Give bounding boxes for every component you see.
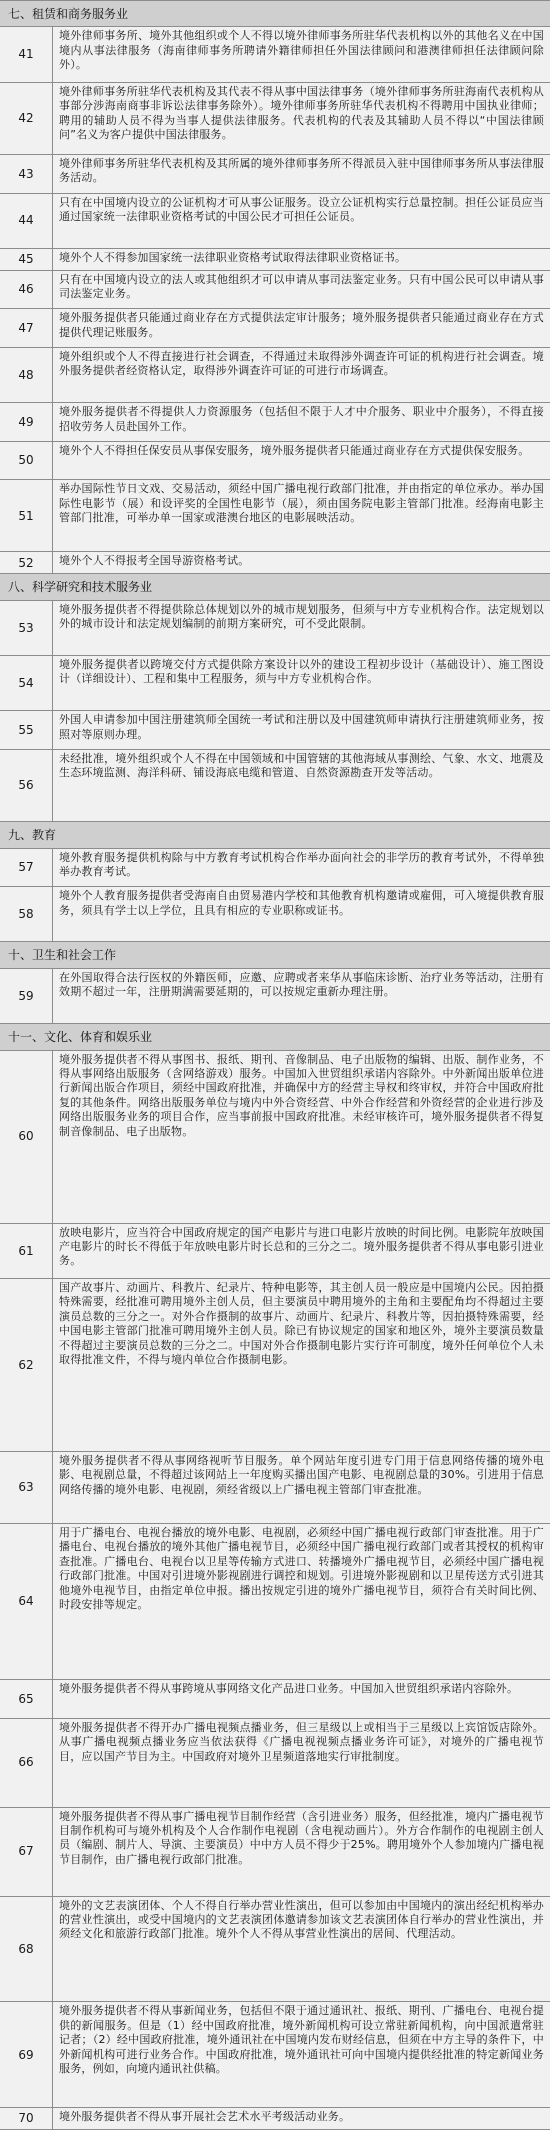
section-header: 十、卫生和社会工作 bbox=[0, 941, 550, 967]
item-text: 用于广播电台、电视台播放的境外电影、电视剧，必须经中国广播电视行政部门审查批准。用于广播电台、电视台播放的境外其他广播电视节目，必须经中国广播电视行政部门或者其授权的机构审查批准。广播电台、电视台以卫星等传输方式进口、转播境外广播电视节目，必须经中国广播电视行政部门批准。中国对引进境外影视剧进行调控和规划。引进境外影视剧和以卫星传送方式引进其他境外电视节目，由指定单位申报。播出按规定引进的境外广播电视节目，须符合有关时间比例、时段安排等规定。 bbox=[59, 1525, 544, 1612]
table-row bbox=[0, 1278, 550, 1451]
item-text: 境外的文艺表演团体、个人不得自行举办营业性演出，但可以参加由中国境内的演出经纪机构举办的营业性演出，或受中国境内的文艺表演团体邀请参加该文艺表演团体自行举办的营业性演出，并须经文化和旅游行政部门批准。境外个人不得从事营业性演出的居间、代理活动。 bbox=[59, 1898, 544, 1941]
item-text: 境外服务提供者只能通过商业存在方式提供法定审计服务；境外服务提供者只能通过商业存在方式提供代理记账服务。 bbox=[59, 311, 544, 339]
item-text: 放映电影片，应当符合中国政府规定的国产电影片与进口电影片放映的时间比例。电影院年放映国产电影片的时长不得低于年放映电影片时长总和的三分之二。境外服务提供者不得从事电影引进业务。 bbox=[59, 1225, 544, 1268]
item-text: 境外律师事务所、境外其他组织或个人不得以境外律师事务所驻华代表机构以外的其他名义在中国境内从事法律服务（海南律师事务所聘请外籍律师担任外国法律顾问和港澳律师担任法律顾问除外）。 bbox=[59, 29, 544, 72]
table-row bbox=[0, 270, 550, 309]
table-row bbox=[0, 248, 550, 270]
table-row bbox=[0, 749, 550, 821]
item-text: 未经批准，境外组织或个人不得在中国领域和中国管辖的其他海域从事测绘、气象、水文、地震及生态环境监测、海洋科研、铺设海底电缆和管道、自然资源勘查开发等活动。 bbox=[59, 751, 544, 780]
item-number: 69 bbox=[0, 2002, 53, 2107]
item-number: 50 bbox=[0, 442, 53, 480]
item-number: 46 bbox=[0, 271, 53, 309]
item-number: 68 bbox=[0, 1897, 53, 2002]
table-row bbox=[0, 1807, 550, 1896]
item-number: 64 bbox=[0, 1524, 53, 1679]
item-number: 47 bbox=[0, 309, 53, 347]
table-row bbox=[0, 347, 550, 402]
item-number: 49 bbox=[0, 403, 53, 441]
table-row bbox=[0, 848, 550, 887]
table-row bbox=[0, 82, 550, 154]
table-row bbox=[0, 2107, 550, 2130]
item-number: 66 bbox=[0, 1719, 53, 1807]
section-header: 九、教育 bbox=[0, 821, 550, 847]
item-number: 44 bbox=[0, 194, 53, 248]
table-row bbox=[0, 1896, 550, 2002]
item-number: 59 bbox=[0, 969, 53, 1023]
item-number: 58 bbox=[0, 887, 53, 941]
item-text: 境外服务提供者以跨境交付方式提供除方案设计以外的建设工程初步设计（基础设计）、施工图设计（详细设计）、工程和集中工程服务，须与中方专业机构合作。 bbox=[59, 658, 544, 686]
item-text: 在外国取得合法行医权的外籍医师，应邀、应聘或者来华从事临床诊断、治疗业务等活动，注册有效期不超过一年，注册期满需要延期的，可以按规定重新办理注册。 bbox=[59, 970, 544, 999]
item-text: 境外服务提供者不得从事广播电视节目制作经营（含引进业务）服务，但经批准，境内广播电视节目制作机构可与境外机构及个人合作制作电视剧（含电视动画片）。外方合作制作的电视剧主创人员（编剧、制片人、导演、主要演员）中中方人员不得少于25%。聘用境外个人参加境内广播电视节目制作，由广播电视行政部门批准。 bbox=[59, 1809, 544, 1866]
table-row bbox=[0, 1223, 550, 1278]
item-number: 55 bbox=[0, 711, 53, 749]
item-text: 外国人申请参加中国注册建筑师全国统一考试和注册以及中国建筑师申请执行注册建筑师业务，按照对等原则办理。 bbox=[59, 713, 544, 741]
table-row bbox=[0, 968, 550, 1023]
item-text: 境外律师事务所驻华代表机构及其所属的境外律师事务所不得派员入驻中国律师事务所从事法律服务活动。 bbox=[59, 156, 544, 185]
item-number: 60 bbox=[0, 1051, 53, 1223]
item-number: 70 bbox=[0, 2108, 53, 2129]
table-row bbox=[0, 441, 550, 480]
item-text: 境外教育服务提供机构除与中方教育考试机构合作举办面向社会的非学历的教育考试外，不得单独举办教育考试。 bbox=[59, 850, 544, 878]
item-number: 45 bbox=[0, 249, 53, 270]
item-number: 51 bbox=[0, 480, 53, 551]
item-text: 境外个人不得报考全国导游资格考试。 bbox=[59, 554, 250, 568]
item-text: 境外组织或个人不得直接进行社会调查，不得通过未取得涉外调查许可证的机构进行社会调查。境外服务提供者经资格认定，取得涉外调查许可证的可进行市场调查。 bbox=[59, 349, 544, 378]
table-row bbox=[0, 655, 550, 710]
table-row bbox=[0, 710, 550, 749]
table-row bbox=[0, 193, 550, 248]
table-row bbox=[0, 479, 550, 551]
item-text: 境外个人不得担任保安员从事保安服务，境外服务提供者只能通过商业存在方式提供保安服务。 bbox=[59, 443, 530, 457]
item-number: 65 bbox=[0, 1680, 53, 1718]
item-text: 境外服务提供者不得从事网络视听节目服务。单个网站年度引进专门用于信息网络传播的境外电影、电视剧总量，不得超过该网站上一年度购买播出国产电影、电视剧总量的30%。引进用于信息网络传播的境外电影、电视剧，须经省级以上广播电视主管部门审查批准。 bbox=[59, 1453, 544, 1496]
item-text: 境外个人教育服务提供者受海南自由贸易港内学校和其他教育机构邀请或雇佣，可入境提供教育服务，须具有学士以上学位，且具有相应的专业职称或证书。 bbox=[59, 889, 544, 917]
table-row bbox=[0, 26, 550, 81]
item-number: 61 bbox=[0, 1224, 53, 1278]
item-text: 境外服务提供者不得从事新闻业务，包括但不限于通过通讯社、报纸、期刊、广播电台、电视台提供的新闻服务。但是（1）经中国政府批准，境外新闻机构可设立常驻新闻机构，向中国派遣常驻记者；（2）经中国政府批准，境外通讯社在中国境内发布财经信息，但须在中方主导的条件下，中外新闻机构可进行业务合作。中国政府批准，境外通讯社可向中国境内提供经批准的特定新闻业务服务，例如，向境内通讯社供稿。 bbox=[59, 2004, 544, 2075]
item-text: 境外服务提供者不得从事跨境从事网络文化产品进口业务。中国加入世贸组织承诺内容除外。 bbox=[59, 1682, 519, 1696]
item-text: 国产故事片、动画片、科教片、纪录片、特种电影等，其主创人员一般应是中国境内公民。因拍摄特殊需要，经批准可聘用境外主创人员，但主要演员中聘用境外的主角和主要配角均不得超过主要演员总数的三分之一。对外合作摄制的故事片、动画片、纪录片、科教片等，因拍摄特殊需要，经中国电影主管部门批准可聘用境外主创人员。除已有协议规定的国家和地区外，境外主要演员数量不得超过主要演员总数的三分之二。中国对外合作摄制电影片实行许可制度，境外任何单位个人未取得批准文件，不得与境内单位合作摄制电影。 bbox=[59, 1280, 544, 1366]
table-row bbox=[0, 1050, 550, 1223]
item-number: 56 bbox=[0, 750, 53, 821]
section-header: 八、科学研究和技术服务业 bbox=[0, 573, 550, 599]
item-number: 42 bbox=[0, 83, 53, 154]
item-number: 62 bbox=[0, 1279, 53, 1451]
item-number: 52 bbox=[0, 552, 53, 573]
item-number: 57 bbox=[0, 849, 53, 887]
section-header: 十一、文化、体育和娱乐业 bbox=[0, 1023, 550, 1049]
table-row bbox=[0, 551, 550, 573]
item-number: 67 bbox=[0, 1808, 53, 1896]
item-number: 48 bbox=[0, 348, 53, 402]
item-text: 只有在中国境内设立的公证机构才可从事公证服务。设立公证机构实行总量控制。担任公证员应当通过国家统一法律职业资格考试的中国公民才可担任公证员。 bbox=[59, 195, 544, 223]
item-text: 只有在中国境内设立的法人或其他组织才可以申请从事司法鉴定业务。只有中国公民可以申请从事司法鉴定业务。 bbox=[59, 272, 544, 301]
item-text: 境外服务提供者不得从事图书、报纸、期刊、音像制品、电子出版物的编辑、出版、制作业务，不得从事网络出版服务（含网络游戏）服务。中国加入世贸组织承诺内容除外。中外新闻出版单位进行新闻出版合作项目，须经中国政府批准，并确保中方的经营主导权和终审权，并符合中国政府批复的其他条件。网络出版服务单位与境内中外合资经营、中外合作经营和外资经营的企业进行涉及网络出版服务业务的项目合作，应当事前报中国政府批准。未经审核许可，境外服务提供者不得复制音像制品、电子出版物。 bbox=[59, 1052, 544, 1138]
table-row bbox=[0, 1679, 550, 1718]
item-text: 境外服务提供者不得开办广播电视频点播业务，但三星级以上或相当于三星级以上宾馆饭店除外。从事广播电视频点播业务应当依法获得《广播电视视频点播业务许可证》，对境外的广播电视节目，应以国产节目为主。中国政府对境外卫星频道落地实行审批制度。 bbox=[59, 1720, 544, 1763]
table-row bbox=[0, 600, 550, 655]
item-number: 63 bbox=[0, 1452, 53, 1523]
table-row bbox=[0, 1523, 550, 1679]
section-header: 七、租赁和商务服务业 bbox=[0, 0, 550, 26]
item-text: 举办国际性节日文戏、交易活动，须经中国广播电视行政部门批准，并由指定的单位承办。举办国际性电影节（展）和设评奖的全国性电影节（展），须由国务院电影主管部门批准。经海南电影主管部门批准，可举办单一国家或港澳台地区的电影展映活动。 bbox=[59, 482, 544, 525]
item-text: 境外服务提供者不得提供除总体规划以外的城市规划服务，但须与中方专业机构合作。法定规划以外的城市设计和法定规划编制的前期方案研究，可不受此限制。 bbox=[59, 602, 544, 631]
item-number: 41 bbox=[0, 27, 53, 81]
item-number: 54 bbox=[0, 656, 53, 710]
table-row bbox=[0, 154, 550, 193]
item-number: 43 bbox=[0, 155, 53, 193]
item-number: 53 bbox=[0, 601, 53, 655]
item-text: 境外服务提供者不得从事开展社会艺术水平考级活动业务。 bbox=[59, 2110, 351, 2124]
table-row bbox=[0, 886, 550, 941]
item-text: 境外个人不得参加国家统一法律职业资格考试取得法律职业资格证书。 bbox=[59, 250, 407, 264]
table-row bbox=[0, 402, 550, 441]
item-text: 境外服务提供者不得提供人力资源服务（包括但不限于人才中介服务、职业中介服务），不得直接招收劳务人员赴国外工作。 bbox=[59, 405, 544, 433]
table-row bbox=[0, 1718, 550, 1807]
table-row bbox=[0, 1451, 550, 1523]
table-row bbox=[0, 308, 550, 347]
item-text: 境外律师事务所驻华代表机构及其代表不得从事中国法律事务（境外律师事务所驻海南代表机构从事部分涉海南商事非诉讼法律事务除外）。境外律师事务所驻华代表机构不得聘用中国执业律师；聘用的辅助人员不得为当事人提供法律服务。代表机构的代表及其辅助人员不得以“中国法律顾问”名义为客户提供中国法律服务。 bbox=[59, 84, 544, 141]
table-row bbox=[0, 2001, 550, 2107]
